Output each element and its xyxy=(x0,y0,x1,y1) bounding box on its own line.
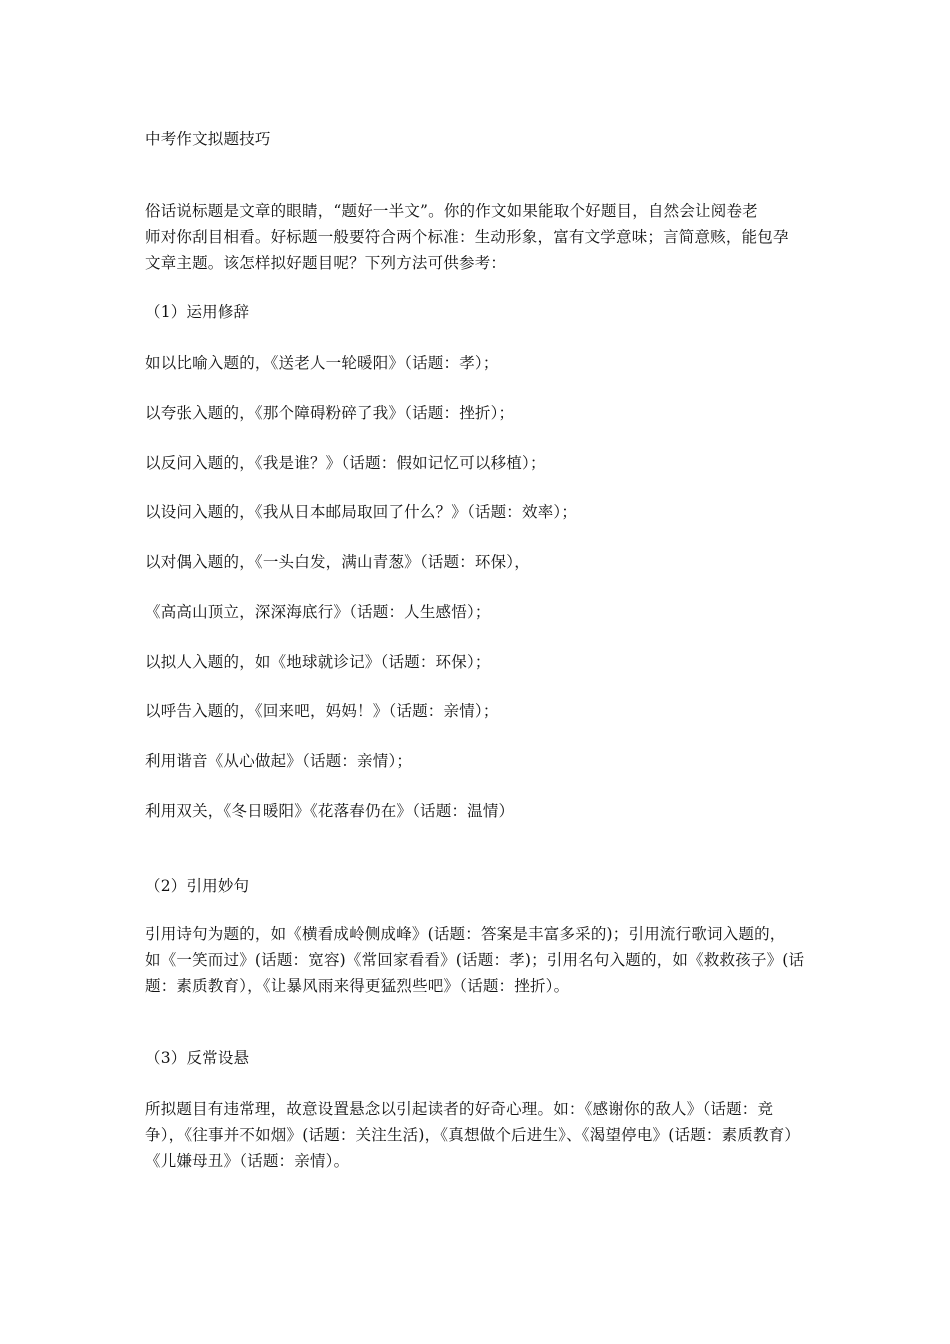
intro-line: 师对你刮目相看。好标题一般要符合两个标准：生动形象，富有文学意味；言简意赅，能包孕 xyxy=(145,228,789,246)
list-item: 以拟人入题的，如《地球就诊记》（话题：环保）； xyxy=(145,653,491,671)
intro-line: 文章主题。该怎样拟好题目呢？下列方法可供参考： xyxy=(145,254,507,272)
section3-heading: （3）反常设悬 xyxy=(145,1049,250,1067)
section2-heading: （2）引用妙句 xyxy=(145,877,250,895)
list-item: 利用谐音《从心做起》（话题：亲情）； xyxy=(145,752,413,770)
paragraph-line: 如《一笑而过》(话题：宽容)《常回家看看》(话题：孝)；引用名句入题的，如《救救孩子》(话 xyxy=(145,951,805,969)
list-item: 以对偶入题的，《一头白发，满山青葱》（话题：环保）， xyxy=(145,553,530,571)
paragraph-line: 引用诗句为题的，如《横看成岭侧成峰》(话题：答案是丰富多采的)；引用流行歌词入题的， xyxy=(145,925,786,943)
paragraph-line: 所拟题目有违常理，故意设置悬念以引起读者的好奇心理。如：《感谢你的敌人》（话题：竞 xyxy=(145,1100,774,1118)
section2-paragraph xyxy=(145,921,813,999)
list-item: 以呼告入题的，《回来吧，妈妈！》（话题：亲情）； xyxy=(145,702,499,720)
intro-paragraph xyxy=(145,198,813,276)
paragraph-line: 争），《往事并不如烟》(话题：关注生活)，《真想做个后进生》、《渴望停电》(话题：素质教育） xyxy=(145,1126,801,1144)
list-item: 以夸张入题的，《那个障碍粉碎了我》（话题：挫折）； xyxy=(145,404,515,422)
section1-heading: （1）运用修辞 xyxy=(145,303,250,321)
list-item: 以反问入题的，《我是谁？》（话题：假如记忆可以移植）； xyxy=(145,454,546,472)
list-item: 以设问入题的，《我从日本邮局取回了什么？》（话题：效率）； xyxy=(145,503,578,521)
list-item: 《高高山顶立，深深海底行》（话题：人生感悟）； xyxy=(145,603,491,621)
document-title: 中考作文拟题技巧 xyxy=(145,130,271,148)
paragraph-line: 题：素质教育），《让暴风雨来得更猛烈些吧》（话题：挫折）。 xyxy=(145,977,570,995)
list-item: 如以比喻入题的，《送老人一轮暖阳》（话题：孝）； xyxy=(145,354,499,372)
list-item: 利用双关，《冬日暖阳》《花落春仍在》（话题：温情） xyxy=(145,802,515,820)
section3-paragraph xyxy=(145,1096,813,1174)
paragraph-line: 《儿嫌母丑》（话题：亲情）。 xyxy=(145,1152,350,1170)
intro-line: 俗话说标题是文章的眼睛，“题好一半文”。你的作文如果能取个好题目，自然会让阅卷老 xyxy=(145,202,758,220)
